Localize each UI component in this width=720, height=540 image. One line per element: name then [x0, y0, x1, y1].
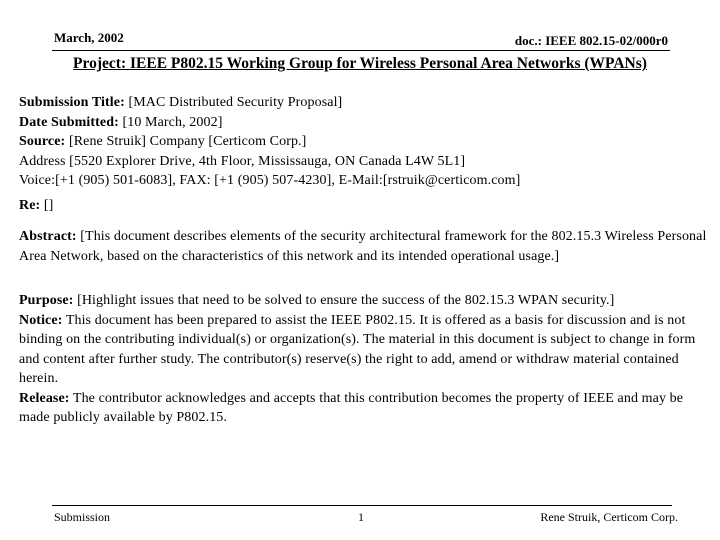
abstract-block	[19, 227, 713, 266]
abstract-label: Abstract:	[19, 229, 77, 244]
re-block	[19, 196, 713, 216]
purpose-paragraph	[19, 291, 713, 311]
notice-paragraph	[19, 311, 713, 389]
release-paragraph	[19, 389, 713, 428]
release-label: Release:	[19, 390, 70, 406]
abstract-value: [This document describes elements of the security architectural framework for the 802.15.3 Wireless Personal Area Network, based on the characteristics of this network and its intended operational usage.]	[19, 229, 707, 264]
purpose-value: [Highlight issues that need to be solved to ensure the success of the 802.15.3 WPAN security.]	[77, 293, 615, 308]
submission-title-label: Submission Title:	[19, 95, 125, 110]
header-doc-id: doc.: IEEE 802.15-02/000r0	[514, 33, 668, 48]
footer-submission: Submission	[54, 510, 111, 524]
footer-rule	[52, 505, 672, 506]
release-value: The contributor acknowledges and accepts that this contribution becomes the property of IEEE and may be made publicly available by P802.15.	[19, 390, 684, 425]
header-date: March, 2002	[54, 30, 124, 45]
project-title: Project: IEEE P802.15 Working Group for Wireless Personal Area Networks (WPANs)	[73, 55, 647, 72]
date-submitted-line	[19, 113, 713, 133]
source-line	[19, 132, 713, 152]
footer-page-number: 1	[358, 510, 364, 524]
header-rule	[52, 50, 670, 51]
notice-label: Notice:	[19, 312, 63, 328]
submission-block	[19, 93, 713, 191]
source-value: [Rene Struik] Company [Certicom Corp.]	[68, 134, 307, 149]
re-value: []	[43, 198, 54, 213]
submission-title-line	[19, 93, 713, 113]
source-label: Source:	[19, 134, 66, 149]
purpose-label: Purpose:	[19, 293, 74, 308]
purpose-notice-release-block	[19, 291, 713, 428]
address-line: Address [5520 Explorer Drive, 4th Floor, Mississauga, ON Canada L4W 5L1]	[19, 153, 466, 169]
submission-title-value: [MAC Distributed Security Proposal]	[128, 95, 343, 110]
contact-line: Voice:[+1 (905) 501-6083], FAX: [+1 (905) 507-4230], E-Mail:[rstruik@certicom.com]	[19, 173, 521, 188]
date-submitted-value: [10 March, 2002]	[122, 114, 223, 130]
date-submitted-label: Date Submitted:	[19, 114, 119, 130]
footer-author: Rene Struik, Certicom Corp.	[540, 510, 678, 524]
re-label: Re:	[19, 198, 41, 213]
notice-value: This document has been prepared to assist the IEEE P802.15. It is offered as a basis for discussion and is not binding on the contributing individual(s) or organization(s). The material in this document is subject to change in form and content after further study. The contributor(s) reserve(s) the right to add, amend or withdraw material contained herein.	[19, 312, 696, 386]
